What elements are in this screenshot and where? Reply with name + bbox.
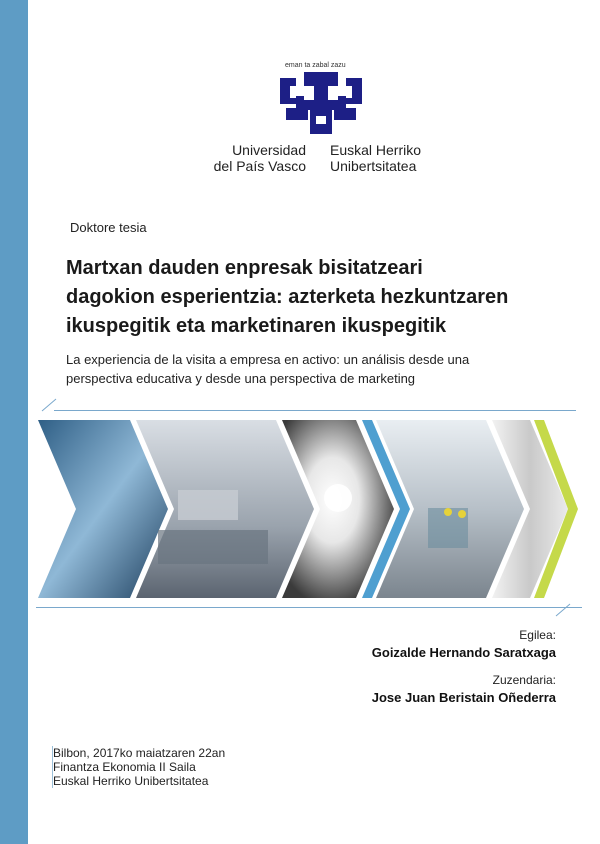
cover-image-banner	[38, 420, 578, 598]
university-name-es-line1: Universidad	[232, 142, 306, 158]
university-motto: eman ta zabal zazu	[285, 62, 346, 69]
left-color-band	[0, 0, 28, 844]
university-name-es-line2: del País Vasco	[213, 158, 306, 174]
upper-divider	[54, 410, 576, 411]
author-label: Egilea:	[519, 628, 556, 642]
director-label: Zuzendaria:	[492, 673, 556, 687]
university-name-eu-line2: Unibertsitatea	[330, 158, 417, 174]
footer-university: Euskal Herriko Unibertsitatea	[53, 774, 209, 788]
thesis-title	[66, 254, 566, 341]
university-name-eu-line1: Euskal Herriko	[330, 142, 422, 158]
thesis-title-line1: Martxan dauden enpresak bisitatzeari	[66, 257, 423, 279]
thesis-type: Doktore tesia	[70, 220, 147, 235]
thesis-title-line2: dagokion esperientzia: azterketa hezkuntzaren	[66, 286, 509, 308]
university-name-spanish	[196, 142, 306, 174]
footer-block	[52, 746, 225, 788]
upper-divider-slash	[40, 398, 60, 412]
thesis-title-line3: ikuspegitik eta marketinaren ikuspegitik	[66, 315, 447, 337]
author-name: Goizalde Hernando Saratxaga	[371, 645, 556, 660]
thesis-subtitle-line2: perspectiva educativa y desde una perspectiva de marketing	[66, 371, 416, 386]
footer-date: Bilbon, 2017ko maiatzaren 22an	[53, 746, 226, 760]
thesis-subtitle-line1: La experiencia de la visita a empresa en activo: un análisis desde una	[66, 352, 470, 367]
university-logo	[280, 72, 362, 134]
thesis-subtitle	[66, 350, 546, 388]
lower-divider	[36, 607, 582, 608]
footer-department: Finantza Ekonomia II Saila	[53, 760, 196, 774]
director-name: Jose Juan Beristain Oñederra	[371, 690, 556, 705]
university-name-basque	[330, 142, 421, 174]
lower-divider-slash	[552, 603, 572, 617]
